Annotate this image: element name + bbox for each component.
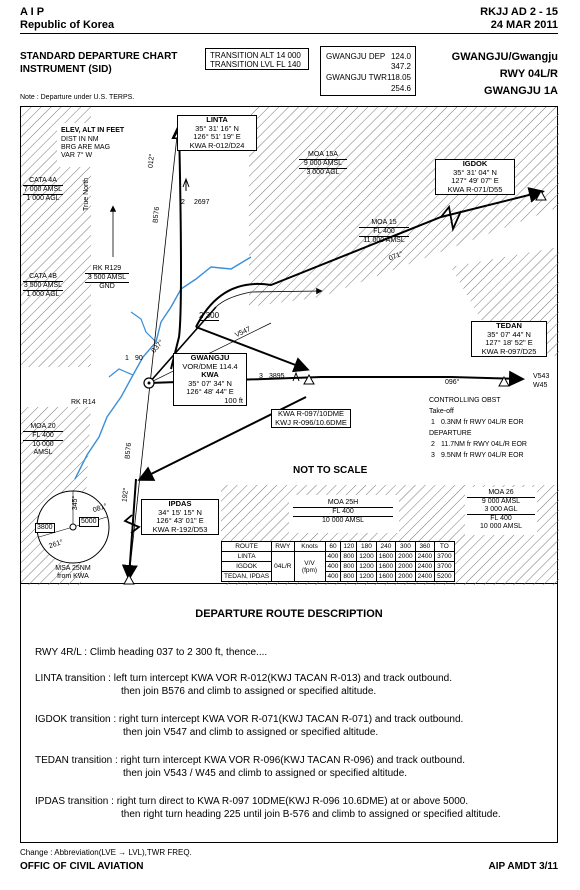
terps-note: Note : Departure under U.S. TERPS. (20, 94, 135, 101)
table-cell: 5200 (435, 572, 454, 582)
linta-lat: 35° 31' 16" N (195, 123, 239, 133)
moa25h-label (293, 499, 393, 525)
cata4a-label (23, 177, 63, 203)
transition-box (205, 48, 309, 70)
airway-b576-lower: B576 (124, 442, 134, 460)
igdok-name: IGDOK (462, 159, 488, 168)
page-ref: RKJJ AD 2 - 15 (480, 6, 558, 18)
moa26-alt-1: 9 000 AMSL (467, 497, 535, 506)
table-cell: 1600 (376, 552, 395, 562)
tedan-lat: 35° 07' 44" N (487, 329, 531, 339)
obst-2697-label: 2697 (194, 199, 210, 206)
moa25h-lower: 10 000 AMSL (293, 516, 393, 525)
ipdas-lon: 126° 43' 01" E (156, 516, 204, 525)
moa15-upper: FL 400 (359, 227, 409, 236)
freq-dep-1: 124.0 (390, 52, 411, 61)
cata4b-name: CATA 4B (29, 273, 57, 280)
desc-linta-2: then join B576 and climb to assigned or specified altitude. (121, 686, 377, 697)
table-cell: 1200 (357, 552, 376, 562)
cata4b-label (23, 273, 63, 299)
route-cell: TEDAN, IPDAS (222, 572, 272, 582)
ctrl-title: CONTROLLING OBST (429, 397, 501, 404)
route-cell: LINTA (222, 552, 272, 562)
unit-cell: V/V (fpm) (294, 552, 325, 582)
table-header-row (222, 542, 455, 552)
table-cell: 800 (341, 562, 357, 572)
table-cell: 400 (325, 552, 341, 562)
rkr129-label (85, 265, 129, 291)
chart-title-2: INSTRUMENT (SID) (20, 64, 112, 75)
table-cell: 400 (325, 562, 341, 572)
table-cell: 2000 (396, 572, 415, 582)
table-header-cell: 300 (396, 542, 415, 552)
rkr129-upper: 3 500 AMSL (85, 273, 129, 282)
msa-alt-3800: 3800 (37, 524, 53, 531)
msa-bearing-345: 345° (72, 495, 80, 511)
msa-label-2: from KWA (57, 573, 89, 580)
table-cell: 2400 (415, 552, 434, 562)
cata4b-upper: 3 500 AMSL (23, 282, 63, 289)
kwa-dme-2: KWJ R-096/10.6DME (275, 417, 347, 427)
airway-w45: W45 (533, 382, 548, 389)
moa20-upper: FL 400 (23, 431, 63, 440)
linta-name: LINTA (206, 115, 228, 124)
linta-route (171, 127, 181, 369)
table-row (222, 572, 455, 582)
linta-radial: KWA R-012/D24 (189, 140, 245, 150)
obst-2697-num: 2 (181, 199, 185, 206)
ipdas-radial: KWA R-192/D53 (152, 524, 208, 534)
table-header-cell: 360 (415, 542, 434, 552)
gwangju-ident: KWA (201, 370, 219, 379)
procedure-name: GWANGJU 1A (484, 85, 558, 97)
moa25h-name: MOA 25H (327, 499, 359, 506)
legend-2: DIST IN NM (61, 136, 99, 143)
moa15a-label (299, 151, 347, 177)
ipdas-box[interactable] (141, 499, 219, 535)
table-cell: 400 (325, 572, 341, 582)
amdt-label: AIP AMDT 3/11 (488, 861, 558, 872)
gwangju-vor-box[interactable] (173, 353, 247, 406)
gwangju-name: GWANGJU (190, 353, 230, 362)
ctrl-2: 11.7NM fr RWY 04L/R EOR (441, 441, 527, 448)
obst-1-label: 90 (135, 355, 143, 362)
freq-twr-2: 254.6 (390, 84, 411, 93)
freq-dep-label: GWANGJU DEP (326, 52, 386, 61)
obst-3895-label: 3895 (269, 373, 285, 380)
ctrl-3: 9.5NM fr RWY 04L/R EOR (441, 452, 524, 459)
igdok-box[interactable] (435, 159, 515, 195)
table-row (222, 552, 455, 562)
ctrl-num-3: 3 (431, 452, 435, 459)
change-note: Change : Abbreviation(LVE → LVL),TWR FREQ. (20, 848, 192, 857)
msa-bearing-081: 081° (92, 502, 109, 515)
departure-route-description (20, 584, 558, 843)
table-header-cell: Knots (294, 542, 325, 552)
course-192-label: 192° (121, 487, 130, 503)
ctrl-num-1: 1 (431, 419, 435, 426)
alt-2300-label: 2 300 (199, 311, 220, 320)
moa15-lower: 11 000 AMSL (359, 236, 409, 245)
climb-gradient-table (221, 541, 455, 582)
description-title: DEPARTURE ROUTE DESCRIPTION (195, 608, 383, 620)
table-cell: 2400 (415, 572, 434, 582)
igdok-lon: 127° 49' 07" E (451, 176, 499, 185)
ctrl-1: 0.3NM fr RWY 04L/R EOR (441, 419, 524, 426)
tedan-box[interactable] (471, 321, 547, 357)
tedan-lon: 127° 18' 52" E (485, 338, 533, 347)
moa15a-lower: 3 000 AGL (299, 168, 347, 177)
freq-twr-1: 118.05 (387, 73, 411, 82)
desc-tedan-2: then join V543 / W45 and climb to assigned or specified altitude. (123, 768, 408, 779)
table-cell: 800 (341, 572, 357, 582)
course-096-label: 096° (445, 379, 460, 386)
ipdas-name: IPDAS (168, 499, 192, 508)
course-037-label: 037° (150, 338, 166, 355)
table-cell: 1600 (376, 572, 395, 582)
chart-title-1: STANDARD DEPARTURE CHART (20, 51, 178, 62)
freq-dep-2: 347.2 (390, 62, 411, 71)
table-cell: 2000 (396, 552, 415, 562)
cata4a-name: CATA 4A (29, 177, 57, 184)
table-cell: 1200 (357, 562, 376, 572)
table-header-cell: RWY (272, 542, 294, 552)
route-cell: IGDOK (222, 562, 272, 572)
ctrl-num-2: 2 (431, 441, 435, 448)
moa26-alt-2: 3 000 AGL (484, 506, 518, 513)
chart-map (20, 106, 558, 584)
moa15a-upper: 9 000 AMSL (299, 159, 347, 168)
moa15-name: MOA 15 (371, 219, 397, 226)
rwy-cell: 04L/R (272, 552, 294, 582)
table-cell: 800 (341, 552, 357, 562)
rkr14-label: RK R14 (71, 399, 96, 406)
table-cell: 2000 (396, 562, 415, 572)
airway-v543: V543 (533, 373, 550, 380)
transition-lvl: TRANSITION LVL FL 140 (210, 60, 301, 69)
table-cell: 1600 (376, 562, 395, 572)
ctrl-takeoff: Take-off (429, 408, 454, 415)
rkr129-name: RK R129 (92, 265, 122, 272)
desc-igdok-2: then join V547 and climb to assigned or specified altitude. (123, 727, 379, 738)
msa-label (33, 565, 113, 581)
legend-4: VAR 7° W (61, 152, 93, 159)
table-header-cell: 60 (325, 542, 341, 552)
moa20-name: MOA 20 (30, 423, 56, 430)
rkr129-lower: GND (85, 282, 129, 291)
tedan-name: TEDAN (496, 321, 522, 330)
airport-name: GWANGJU/Gwangju (451, 51, 558, 63)
course-012-label: 012° (147, 153, 156, 169)
desc-ipdas-2: then right turn heading 225 until join B-576 and climb to assigned or specified altitude. (121, 809, 501, 820)
table-header-cell: 120 (341, 542, 357, 552)
airway-v547: V547 (234, 325, 252, 340)
desc-igdok-1: IGDOK transition : right turn intercept KWA VOR R-071(KWJ TACAN R-071) and track outbound. (35, 714, 464, 725)
linta-box[interactable] (177, 115, 257, 151)
ipdas-fix (124, 575, 134, 584)
ipdas-lat: 34° 15' 15" N (158, 507, 202, 517)
tedan-radial: KWA R-097/D25 (481, 346, 537, 356)
gwangju-elev: 100 ft (224, 395, 243, 405)
kwa-dme-1: KWA R-097/10DME (278, 409, 344, 418)
obstacle-2697-icon (183, 179, 189, 191)
frequency-box (320, 46, 416, 96)
cata4b-lower: 1 000 AGL (23, 290, 63, 299)
table-cell: 2400 (415, 562, 434, 572)
aip-label: A I P (20, 6, 45, 18)
course-071-label: 071° (388, 250, 405, 263)
not-to-scale-label: NOT TO SCALE (293, 465, 368, 476)
table-header-cell: 240 (376, 542, 395, 552)
linta-lon: 126° 51' 19" E (193, 132, 241, 141)
country-label: Republic of Korea (20, 19, 115, 31)
igdok-radial: KWA R-071/D55 (447, 184, 503, 194)
table-cell: 3700 (435, 562, 454, 572)
cata4a-upper: 7 000 AMSL (23, 186, 63, 193)
moa15-label (359, 219, 409, 245)
table-row (222, 562, 455, 572)
kwa-dme-box[interactable] (271, 409, 351, 428)
moa20-lower: 10 000 AMSL (23, 440, 63, 457)
gwangju-lat: 35° 07' 34" N (188, 378, 232, 388)
airway-b576-upper: B576 (152, 206, 162, 224)
freq-twr-label: GWANGJU TWR (326, 73, 387, 82)
office-label: OFFIC OF CIVIL AVIATION (20, 861, 144, 872)
table-header-cell: ROUTE (222, 542, 272, 552)
moa25h-upper: FL 400 (293, 507, 393, 516)
moa26-label (467, 489, 535, 531)
legend-1: ELEV, ALT IN FEET (61, 127, 125, 134)
header-divider (20, 33, 558, 34)
igdok-lat: 35° 31' 04" N (453, 167, 497, 177)
msa-label-1: MSA 25NM (55, 565, 91, 572)
obst-3895-num: 3 (259, 373, 263, 380)
runway-label: RWY 04L/R (499, 68, 558, 80)
desc-linta-1: LINTA transition : left turn intercept KWA VOR R-012(KWJ TACAN R-013) and track outbound. (35, 673, 453, 684)
page-date: 24 MAR 2011 (490, 19, 558, 31)
transition-alt: TRANSITION ALT 14 000 (210, 51, 301, 60)
table-cell: 1200 (357, 572, 376, 582)
desc-ipdas-1: IPDAS transition : right turn direct to KWA R-097 10DME(KWJ R-096 10.6DME) at or above 5000. (35, 796, 469, 807)
table-header-cell: 180 (357, 542, 376, 552)
msa-alt-5000: 5000 (81, 518, 97, 525)
gwangju-lon: 126° 48' 44" E (186, 387, 234, 396)
cata4a-lower: 1 000 AGL (23, 194, 63, 203)
gwangju-freq: VOR/DME 114.4 (182, 361, 238, 371)
desc-tedan-1: TEDAN transition : right turn intercept KWA VOR R-096(KWJ TACAN R-096) and track outbound. (35, 755, 465, 766)
moa26-name: MOA 26 (488, 489, 514, 496)
moa15a-name: MOA 15A (308, 151, 338, 158)
true-north-label: True North (83, 177, 90, 211)
table-header-cell: TO (435, 542, 454, 552)
moa26-alt-3: FL 400 (467, 514, 535, 523)
legend-3: BRG ARE MAG (61, 144, 111, 151)
obst-1-num: 1 (125, 355, 129, 362)
moa26-alt-4: 10 000 AMSL (479, 523, 523, 530)
ctrl-departure: DEPARTURE (429, 430, 472, 437)
msa-bearing-261: 261° (48, 538, 65, 551)
moa20-label (23, 423, 63, 457)
desc-rwy: RWY 4R/L : Climb heading 037 to 2 300 ft, thence.... (35, 647, 268, 658)
table-cell: 3700 (435, 552, 454, 562)
